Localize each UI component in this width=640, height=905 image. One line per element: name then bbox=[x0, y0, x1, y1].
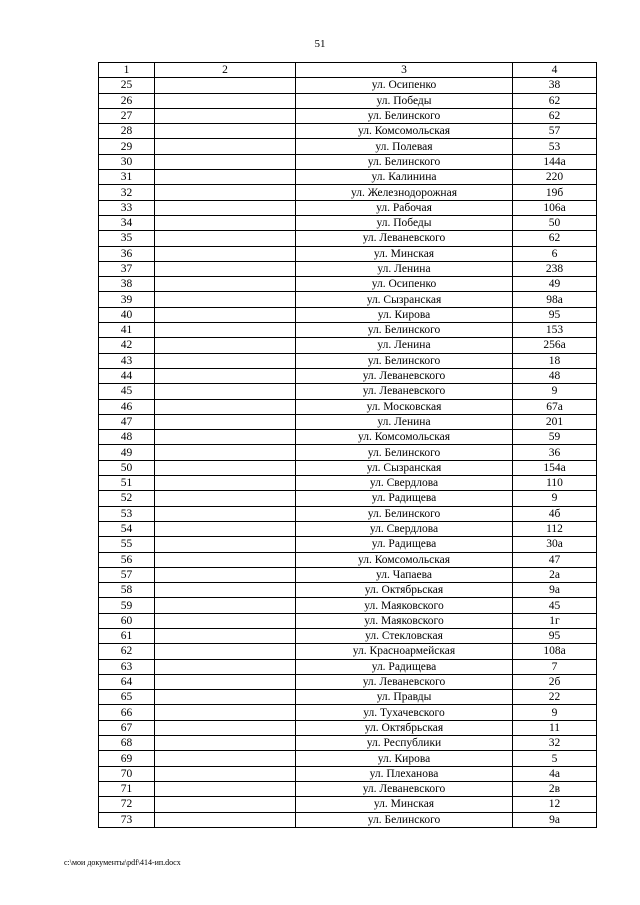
table-row bbox=[99, 781, 597, 796]
house-number-cell: 53 bbox=[513, 139, 597, 154]
house-number-cell: 154а bbox=[513, 460, 597, 475]
empty-cell bbox=[155, 185, 296, 200]
row-number-cell: 48 bbox=[99, 430, 155, 445]
empty-cell bbox=[155, 170, 296, 185]
house-number-cell: 144а bbox=[513, 154, 597, 169]
street-cell: ул. Радищева bbox=[296, 491, 513, 506]
empty-cell bbox=[155, 292, 296, 307]
table-row bbox=[99, 751, 597, 766]
table-row bbox=[99, 812, 597, 827]
street-cell: ул. Октябрьская bbox=[296, 583, 513, 598]
row-number-cell: 71 bbox=[99, 781, 155, 796]
empty-cell bbox=[155, 139, 296, 154]
street-cell: ул. Леваневского bbox=[296, 384, 513, 399]
empty-cell bbox=[155, 445, 296, 460]
table-row bbox=[99, 78, 597, 93]
house-number-cell: 9а bbox=[513, 812, 597, 827]
house-number-cell: 153 bbox=[513, 323, 597, 338]
street-cell: ул. Белинского bbox=[296, 812, 513, 827]
street-cell: ул. Московская bbox=[296, 399, 513, 414]
house-number-cell: 62 bbox=[513, 231, 597, 246]
empty-cell bbox=[155, 690, 296, 705]
house-number-cell: 30а bbox=[513, 537, 597, 552]
house-number-cell: 95 bbox=[513, 307, 597, 322]
empty-cell bbox=[155, 552, 296, 567]
table-row bbox=[99, 277, 597, 292]
street-cell: ул. Рабочая bbox=[296, 200, 513, 215]
house-number-cell: 59 bbox=[513, 430, 597, 445]
row-number-cell: 52 bbox=[99, 491, 155, 506]
empty-cell bbox=[155, 644, 296, 659]
table-header-row bbox=[99, 63, 597, 78]
house-number-cell: 9 bbox=[513, 705, 597, 720]
house-number-cell: 47 bbox=[513, 552, 597, 567]
row-number-cell: 60 bbox=[99, 613, 155, 628]
empty-cell bbox=[155, 399, 296, 414]
table-row bbox=[99, 628, 597, 643]
table-row bbox=[99, 338, 597, 353]
empty-cell bbox=[155, 384, 296, 399]
house-number-cell: 238 bbox=[513, 261, 597, 276]
street-cell: ул. Белинского bbox=[296, 445, 513, 460]
empty-cell bbox=[155, 598, 296, 613]
empty-cell bbox=[155, 261, 296, 276]
header-cell-1: 1 bbox=[99, 63, 155, 78]
row-number-cell: 55 bbox=[99, 537, 155, 552]
street-cell: ул. Свердлова bbox=[296, 521, 513, 536]
house-number-cell: 7 bbox=[513, 659, 597, 674]
street-cell: ул. Кирова bbox=[296, 307, 513, 322]
row-number-cell: 62 bbox=[99, 644, 155, 659]
street-cell: ул. Ленина bbox=[296, 261, 513, 276]
street-cell: ул. Леваневского bbox=[296, 368, 513, 383]
empty-cell bbox=[155, 705, 296, 720]
table-row bbox=[99, 399, 597, 414]
street-cell: ул. Республики bbox=[296, 736, 513, 751]
row-number-cell: 66 bbox=[99, 705, 155, 720]
empty-cell bbox=[155, 246, 296, 261]
street-cell: ул. Радищева bbox=[296, 659, 513, 674]
street-cell: ул. Сызранская bbox=[296, 460, 513, 475]
street-cell: ул. Комсомольская bbox=[296, 124, 513, 139]
empty-cell bbox=[155, 476, 296, 491]
row-number-cell: 56 bbox=[99, 552, 155, 567]
row-number-cell: 58 bbox=[99, 583, 155, 598]
house-number-cell: 201 bbox=[513, 414, 597, 429]
empty-cell bbox=[155, 307, 296, 322]
house-number-cell: 49 bbox=[513, 277, 597, 292]
header-cell-3: 3 bbox=[296, 63, 513, 78]
address-table bbox=[98, 62, 597, 828]
street-cell: ул. Комсомольская bbox=[296, 430, 513, 445]
empty-cell bbox=[155, 460, 296, 475]
empty-cell bbox=[155, 567, 296, 582]
empty-cell bbox=[155, 583, 296, 598]
table-row bbox=[99, 736, 597, 751]
row-number-cell: 67 bbox=[99, 720, 155, 735]
house-number-cell: 62 bbox=[513, 93, 597, 108]
house-number-cell: 1г bbox=[513, 613, 597, 628]
row-number-cell: 54 bbox=[99, 521, 155, 536]
street-cell: ул. Леваневского bbox=[296, 781, 513, 796]
house-number-cell: 2а bbox=[513, 567, 597, 582]
row-number-cell: 29 bbox=[99, 139, 155, 154]
table-row bbox=[99, 231, 597, 246]
house-number-cell: 12 bbox=[513, 797, 597, 812]
table-row bbox=[99, 200, 597, 215]
row-number-cell: 43 bbox=[99, 353, 155, 368]
empty-cell bbox=[155, 231, 296, 246]
house-number-cell: 4б bbox=[513, 506, 597, 521]
house-number-cell: 22 bbox=[513, 690, 597, 705]
empty-cell bbox=[155, 430, 296, 445]
street-cell: ул. Маяковского bbox=[296, 613, 513, 628]
row-number-cell: 45 bbox=[99, 384, 155, 399]
table-row bbox=[99, 521, 597, 536]
footer-file-path: c:\мои документы\pdf\414-ип.docx bbox=[64, 858, 181, 867]
row-number-cell: 65 bbox=[99, 690, 155, 705]
street-cell: ул. Кирова bbox=[296, 751, 513, 766]
empty-cell bbox=[155, 537, 296, 552]
house-number-cell: 38 bbox=[513, 78, 597, 93]
row-number-cell: 61 bbox=[99, 628, 155, 643]
table-row bbox=[99, 674, 597, 689]
row-number-cell: 50 bbox=[99, 460, 155, 475]
table-row bbox=[99, 613, 597, 628]
table-row bbox=[99, 215, 597, 230]
street-cell: ул. Полевая bbox=[296, 139, 513, 154]
table-row bbox=[99, 720, 597, 735]
table-row bbox=[99, 476, 597, 491]
house-number-cell: 4а bbox=[513, 766, 597, 781]
house-number-cell: 5 bbox=[513, 751, 597, 766]
empty-cell bbox=[155, 766, 296, 781]
header-cell-2: 2 bbox=[155, 63, 296, 78]
house-number-cell: 19б bbox=[513, 185, 597, 200]
row-number-cell: 35 bbox=[99, 231, 155, 246]
street-cell: ул. Правды bbox=[296, 690, 513, 705]
street-cell: ул. Ленина bbox=[296, 414, 513, 429]
house-number-cell: 9 bbox=[513, 384, 597, 399]
table-row bbox=[99, 139, 597, 154]
row-number-cell: 34 bbox=[99, 215, 155, 230]
empty-cell bbox=[155, 521, 296, 536]
house-number-cell: 95 bbox=[513, 628, 597, 643]
street-cell: ул. Белинского bbox=[296, 108, 513, 123]
row-number-cell: 42 bbox=[99, 338, 155, 353]
house-number-cell: 18 bbox=[513, 353, 597, 368]
table-row bbox=[99, 690, 597, 705]
street-cell: ул. Октябрьская bbox=[296, 720, 513, 735]
table-row bbox=[99, 705, 597, 720]
table-row bbox=[99, 261, 597, 276]
row-number-cell: 38 bbox=[99, 277, 155, 292]
row-number-cell: 47 bbox=[99, 414, 155, 429]
empty-cell bbox=[155, 200, 296, 215]
table-row bbox=[99, 108, 597, 123]
house-number-cell: 62 bbox=[513, 108, 597, 123]
table-row bbox=[99, 292, 597, 307]
row-number-cell: 64 bbox=[99, 674, 155, 689]
table-row bbox=[99, 93, 597, 108]
table-row bbox=[99, 766, 597, 781]
street-cell: ул. Осипенко bbox=[296, 78, 513, 93]
street-cell: ул. Радищева bbox=[296, 537, 513, 552]
table-row bbox=[99, 537, 597, 552]
street-cell: ул. Маяковского bbox=[296, 598, 513, 613]
empty-cell bbox=[155, 628, 296, 643]
table-row bbox=[99, 414, 597, 429]
street-cell: ул. Осипенко bbox=[296, 277, 513, 292]
street-cell: ул. Тухачевского bbox=[296, 705, 513, 720]
house-number-cell: 67а bbox=[513, 399, 597, 414]
row-number-cell: 31 bbox=[99, 170, 155, 185]
row-number-cell: 37 bbox=[99, 261, 155, 276]
row-number-cell: 39 bbox=[99, 292, 155, 307]
table-row bbox=[99, 368, 597, 383]
table-row bbox=[99, 797, 597, 812]
row-number-cell: 69 bbox=[99, 751, 155, 766]
empty-cell bbox=[155, 613, 296, 628]
empty-cell bbox=[155, 674, 296, 689]
row-number-cell: 30 bbox=[99, 154, 155, 169]
row-number-cell: 33 bbox=[99, 200, 155, 215]
table-row bbox=[99, 124, 597, 139]
table-row bbox=[99, 552, 597, 567]
table-row bbox=[99, 460, 597, 475]
empty-cell bbox=[155, 736, 296, 751]
empty-cell bbox=[155, 108, 296, 123]
house-number-cell: 45 bbox=[513, 598, 597, 613]
house-number-cell: 110 bbox=[513, 476, 597, 491]
house-number-cell: 220 bbox=[513, 170, 597, 185]
empty-cell bbox=[155, 277, 296, 292]
empty-cell bbox=[155, 368, 296, 383]
house-number-cell: 32 bbox=[513, 736, 597, 751]
house-number-cell: 2в bbox=[513, 781, 597, 796]
street-cell: ул. Плеханова bbox=[296, 766, 513, 781]
table-row bbox=[99, 598, 597, 613]
street-cell: ул. Белинского bbox=[296, 353, 513, 368]
row-number-cell: 26 bbox=[99, 93, 155, 108]
street-cell: ул. Победы bbox=[296, 93, 513, 108]
table-row bbox=[99, 307, 597, 322]
street-cell: ул. Белинского bbox=[296, 506, 513, 521]
empty-cell bbox=[155, 93, 296, 108]
table-row bbox=[99, 583, 597, 598]
street-cell: ул. Железнодорожная bbox=[296, 185, 513, 200]
house-number-cell: 9а bbox=[513, 583, 597, 598]
empty-cell bbox=[155, 812, 296, 827]
row-number-cell: 68 bbox=[99, 736, 155, 751]
street-cell: ул. Красноармейская bbox=[296, 644, 513, 659]
empty-cell bbox=[155, 78, 296, 93]
street-cell: ул. Леваневского bbox=[296, 674, 513, 689]
street-cell: ул. Сызранская bbox=[296, 292, 513, 307]
empty-cell bbox=[155, 414, 296, 429]
street-cell: ул. Чапаева bbox=[296, 567, 513, 582]
house-number-cell: 48 bbox=[513, 368, 597, 383]
street-cell: ул. Минская bbox=[296, 246, 513, 261]
empty-cell bbox=[155, 797, 296, 812]
row-number-cell: 46 bbox=[99, 399, 155, 414]
house-number-cell: 11 bbox=[513, 720, 597, 735]
house-number-cell: 9 bbox=[513, 491, 597, 506]
house-number-cell: 106а bbox=[513, 200, 597, 215]
street-cell: ул. Белинского bbox=[296, 323, 513, 338]
row-number-cell: 44 bbox=[99, 368, 155, 383]
empty-cell bbox=[155, 659, 296, 674]
empty-cell bbox=[155, 338, 296, 353]
table-row bbox=[99, 430, 597, 445]
street-cell: ул. Стекловская bbox=[296, 628, 513, 643]
row-number-cell: 57 bbox=[99, 567, 155, 582]
street-cell: ул. Свердлова bbox=[296, 476, 513, 491]
row-number-cell: 49 bbox=[99, 445, 155, 460]
table-row bbox=[99, 491, 597, 506]
table-row bbox=[99, 246, 597, 261]
empty-cell bbox=[155, 781, 296, 796]
row-number-cell: 70 bbox=[99, 766, 155, 781]
address-table-body bbox=[99, 63, 597, 828]
street-cell: ул. Белинского bbox=[296, 154, 513, 169]
row-number-cell: 32 bbox=[99, 185, 155, 200]
row-number-cell: 59 bbox=[99, 598, 155, 613]
house-number-cell: 6 bbox=[513, 246, 597, 261]
row-number-cell: 25 bbox=[99, 78, 155, 93]
table-row bbox=[99, 154, 597, 169]
house-number-cell: 50 bbox=[513, 215, 597, 230]
table-row bbox=[99, 567, 597, 582]
street-cell: ул. Ленина bbox=[296, 338, 513, 353]
empty-cell bbox=[155, 506, 296, 521]
house-number-cell: 2б bbox=[513, 674, 597, 689]
empty-cell bbox=[155, 154, 296, 169]
table-row bbox=[99, 644, 597, 659]
house-number-cell: 36 bbox=[513, 445, 597, 460]
row-number-cell: 40 bbox=[99, 307, 155, 322]
empty-cell bbox=[155, 491, 296, 506]
row-number-cell: 72 bbox=[99, 797, 155, 812]
house-number-cell: 108а bbox=[513, 644, 597, 659]
row-number-cell: 51 bbox=[99, 476, 155, 491]
house-number-cell: 98а bbox=[513, 292, 597, 307]
row-number-cell: 63 bbox=[99, 659, 155, 674]
table-row bbox=[99, 323, 597, 338]
header-cell-4: 4 bbox=[513, 63, 597, 78]
house-number-cell: 112 bbox=[513, 521, 597, 536]
table-row bbox=[99, 170, 597, 185]
empty-cell bbox=[155, 215, 296, 230]
table-row bbox=[99, 353, 597, 368]
row-number-cell: 36 bbox=[99, 246, 155, 261]
street-cell: ул. Леваневского bbox=[296, 231, 513, 246]
row-number-cell: 73 bbox=[99, 812, 155, 827]
street-cell: ул. Минская bbox=[296, 797, 513, 812]
row-number-cell: 27 bbox=[99, 108, 155, 123]
row-number-cell: 28 bbox=[99, 124, 155, 139]
street-cell: ул. Победы bbox=[296, 215, 513, 230]
table-row bbox=[99, 185, 597, 200]
table-row bbox=[99, 384, 597, 399]
empty-cell bbox=[155, 720, 296, 735]
empty-cell bbox=[155, 124, 296, 139]
empty-cell bbox=[155, 323, 296, 338]
table-row bbox=[99, 659, 597, 674]
table-row bbox=[99, 445, 597, 460]
street-cell: ул. Комсомольская bbox=[296, 552, 513, 567]
house-number-cell: 256а bbox=[513, 338, 597, 353]
row-number-cell: 41 bbox=[99, 323, 155, 338]
house-number-cell: 57 bbox=[513, 124, 597, 139]
page-number: 51 bbox=[314, 38, 326, 50]
table-row bbox=[99, 506, 597, 521]
empty-cell bbox=[155, 353, 296, 368]
empty-cell bbox=[155, 751, 296, 766]
street-cell: ул. Калинина bbox=[296, 170, 513, 185]
row-number-cell: 53 bbox=[99, 506, 155, 521]
